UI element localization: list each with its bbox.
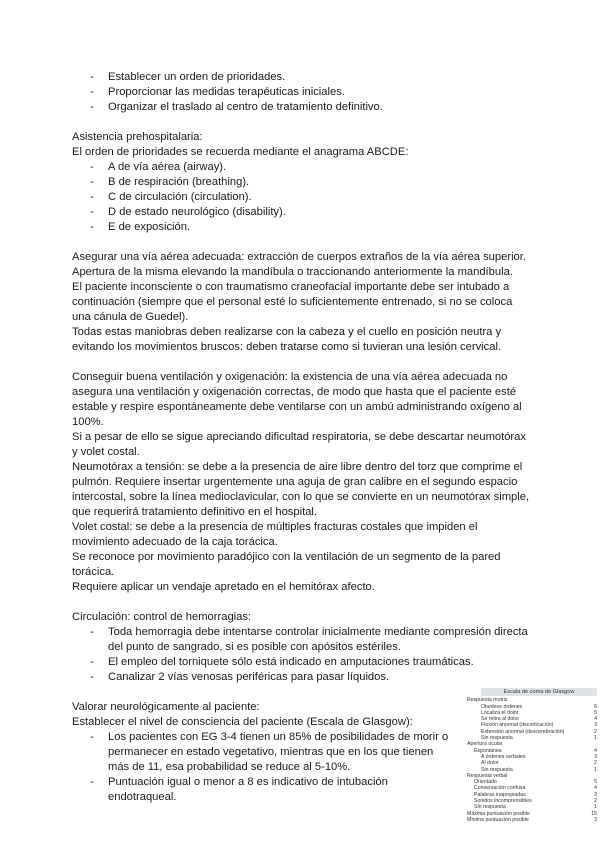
list-item: - E de exposición.: [72, 220, 532, 235]
list-item: - Canalizar 2 vías venosas periféricas para pasar líquidos.: [72, 670, 532, 685]
abcde-list: [72, 160, 532, 235]
glasgow-row-score: 3: [594, 816, 597, 823]
neuro-list: [72, 730, 452, 805]
glasgow-row-label: Extensión anormal (descerebración): [481, 728, 565, 735]
airway-paragraph: Asegurar una vía aérea adecuada: extracción de cuerpos extraños de la vía aérea superior. Apertura de la misma elevando la mandíbula o traccionando anteriormente la mandíbula.: [72, 251, 526, 278]
glasgow-row: [467, 817, 597, 823]
intro-list: [72, 70, 532, 115]
ventilation-paragraph: Se reconoce por movimiento paradójico con la ventilación de un segmento de la pared torácica.: [72, 551, 501, 578]
list-item: - El empleo del torniquete sólo está indicado en amputaciones traumáticas.: [72, 655, 532, 670]
glasgow-row-score: 5: [594, 779, 597, 786]
glasgow-row-label: Máxima puntuación posible: [467, 810, 530, 817]
glasgow-row-label: Apertura ocular: [467, 741, 503, 748]
ventilation-paragraph: Conseguir buena ventilación y oxigenación: la existencia de una vía aérea adecuada no asegura una ventilación y oxigenación correctas, de modo que hasta que el paciente esté estable y respire espontáneamente debe ventilarse con un ambú administrando oxígeno al 100%.: [72, 371, 522, 428]
glasgow-row-score: 3: [594, 753, 597, 760]
list-item: - Los pacientes con EG 3-4 tienen un 85% de posibilidades de morir o permanecer en estado vegetativo, mientras que en los que tienen más de 11, esa probabilidad se reduce al 5-10%.: [72, 730, 452, 775]
neuro-intro: Establecer el nivel de consciencia del paciente (Escala de Glasgow):: [72, 716, 413, 728]
ventilation-paragraph: Requiere aplicar un vendaje apretado en el hemitórax afecto.: [72, 581, 375, 593]
prehospital-intro: El orden de prioridades se recuerda mediante el anagrama ABCDE:: [72, 146, 409, 158]
glasgow-row-score: 2: [594, 760, 597, 767]
list-item: - Toda hemorragia debe intentarse controlar inicialmente mediante compresión directa del punto de sangrado, si es posible con apósitos estériles.: [72, 625, 532, 655]
glasgow-row-score: 1: [594, 804, 597, 811]
document-body: [72, 70, 532, 805]
glasgow-scale-table: [467, 688, 597, 823]
ventilation-paragraph: Si a pesar de ello se sigue apreciando dificultad respiratoria, se debe descartar neumotórax y volet costal.: [72, 431, 526, 458]
glasgow-row-label: Al dolor: [481, 760, 499, 767]
list-item: - Proporcionar las medidas terapéuticas iniciales.: [72, 85, 532, 100]
glasgow-row-label: Respuesta verbal: [467, 772, 508, 779]
glasgow-row-score: 2: [594, 728, 597, 735]
glasgow-row-label: Sin respuesta: [481, 766, 513, 773]
list-item: - A de vía aérea (airway).: [72, 160, 532, 175]
glasgow-row-label: Sin respuesta: [474, 804, 506, 811]
glasgow-row-score: 1: [594, 766, 597, 773]
list-item: - Establecer un orden de prioridades.: [72, 70, 532, 85]
circulation-list: [72, 625, 532, 685]
glasgow-row-label: Flexión anormal (decorticación): [481, 722, 554, 729]
circulation-heading: Circulación: control de hemorragias:: [72, 611, 252, 623]
glasgow-row-score: 1: [594, 735, 597, 742]
glasgow-row-label: Mínima puntuación posible: [467, 816, 529, 823]
glasgow-row-score: 3: [594, 722, 597, 729]
list-item: - Organizar el traslado al centro de tratamiento definitivo.: [72, 100, 532, 115]
glasgow-row-label: Obedece órdenes: [481, 703, 523, 710]
neuro-heading: Valorar neurológicamente al paciente:: [72, 701, 260, 713]
glasgow-row-label: Respuesta motriz: [467, 697, 508, 704]
prehospital-heading: Asistencia prehospitalaria:: [72, 131, 203, 143]
list-item: - D de estado neurológico (disability).: [72, 205, 532, 220]
ventilation-paragraph: Volet costal: se debe a la presencia de múltiples fracturas costales que impiden el movimiento adecuado de la caja torácica.: [72, 521, 478, 548]
glasgow-row-label: Palabras inapropiadas: [474, 791, 526, 798]
glasgow-row-label: Espontánea: [474, 747, 502, 754]
glasgow-row-score: 6: [594, 703, 597, 710]
list-item: - Puntuación igual o menor a 8 es indicativo de intubación endotraqueal.: [72, 775, 452, 805]
glasgow-row-score: 5: [594, 709, 597, 716]
glasgow-row-label: Se retira al dolor: [481, 716, 520, 723]
glasgow-row-score: 4: [594, 747, 597, 754]
glasgow-row-label: Localiza el dolor: [481, 709, 519, 716]
glasgow-row-label: Sonidos incomprensibles: [474, 798, 532, 805]
airway-paragraph: Todas estas maniobras deben realizarse con la cabeza y el cuello en posición neutra y evitando los movimientos bruscos: deben tratarse como si tuvieran una lesión cervical.: [72, 326, 502, 353]
glasgow-row-label: A órdenes verbales: [481, 753, 526, 760]
list-item: - C de circulación (circulation).: [72, 190, 532, 205]
list-item: - B de respiración (breathing).: [72, 175, 532, 190]
glasgow-row-score: 3: [594, 791, 597, 798]
glasgow-row-label: Orientado: [474, 779, 497, 786]
ventilation-paragraph: Neumotórax a tensión: se debe a la presencia de aire libre dentro del torz que comprime el pulmón. Requiere insertar urgentemente una aguja de gran calibre en el segundo espacio intercostal, sobre la línea medioclavicular, con lo que se convierte en un neumotórax simple, que requerirá tratamiento definitivo en el hospital.: [72, 461, 530, 518]
glasgow-row-label: Sin respuesta: [481, 735, 513, 742]
glasgow-row-score: 4: [594, 716, 597, 723]
glasgow-rows: [467, 697, 597, 823]
glasgow-row-label: Conversación confusa: [474, 785, 526, 792]
glasgow-row-score: 4: [594, 785, 597, 792]
airway-paragraph: El paciente inconsciente o con traumatismo craneofacial importante debe ser intubado a continuación (siempre que el personal esté lo suficientemente entrenado, si no se coloca una cánula de Guedel).: [72, 281, 513, 323]
glasgow-table-title: Escala de coma de Glasgow: [481, 688, 597, 696]
glasgow-row-score: 15: [591, 810, 597, 817]
glasgow-row-score: 2: [594, 798, 597, 805]
